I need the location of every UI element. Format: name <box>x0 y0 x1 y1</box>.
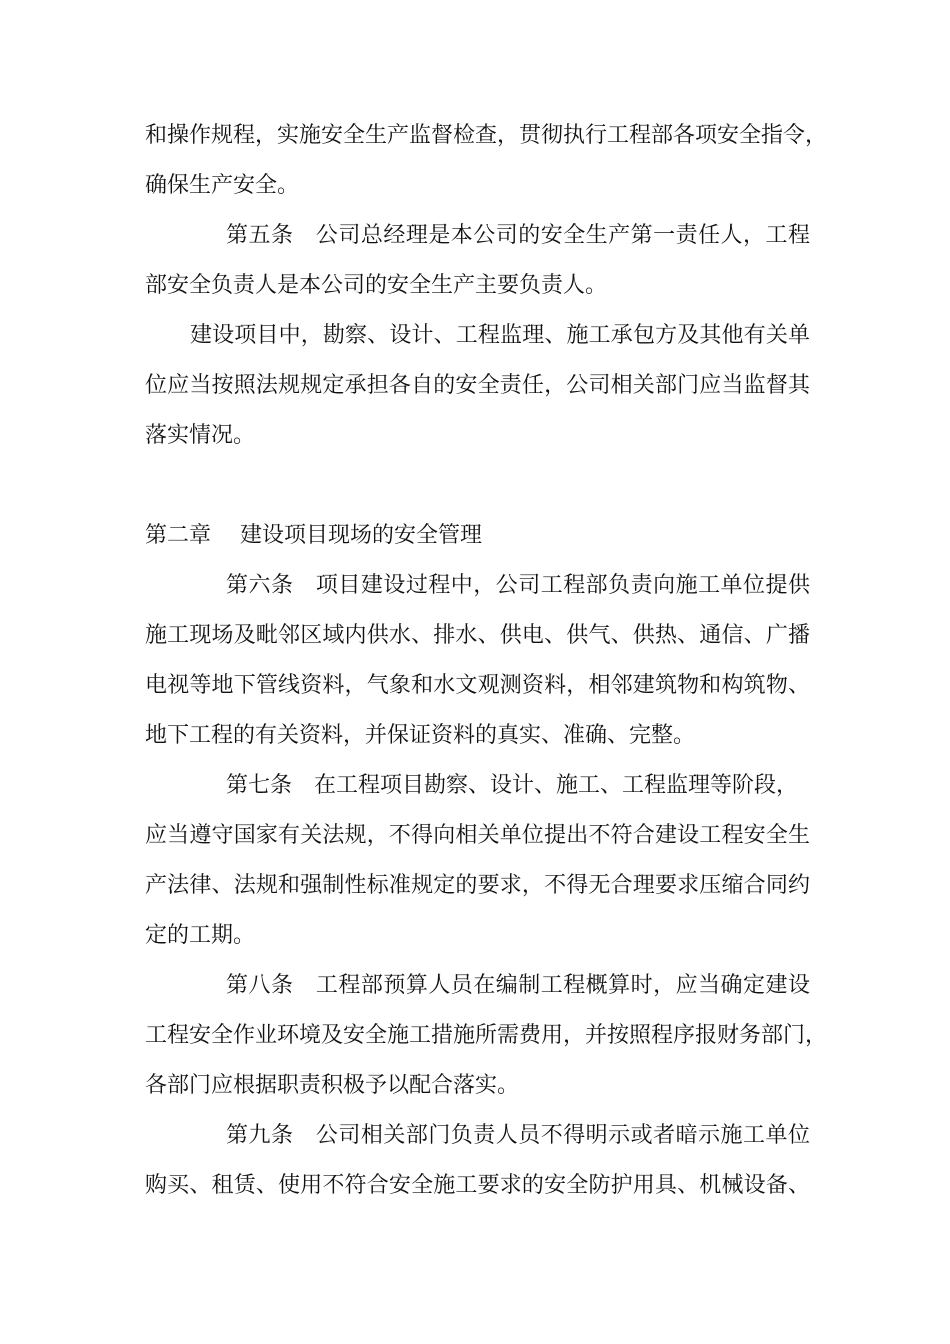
text-line: 确保生产安全。 <box>145 173 300 198</box>
text-line: 产法律、法规和强制性标准规定的要求，不得无合理要求压缩合同约 <box>145 873 810 898</box>
text-line: 工程安全作业环境及安全施工措施所需费用，并按照程序报财务部门， <box>145 1023 828 1048</box>
text-line: 定的工期。 <box>145 923 256 948</box>
article-5-heading-line: 第五条 公司总经理是本公司的安全生产第一责任人，工程 <box>226 223 810 248</box>
text-line: 部安全负责人是本公司的安全生产主要负责人。 <box>145 273 608 298</box>
text-line: 购买、租赁、使用不符合安全施工要求的安全防护用具、机械设备、 <box>145 1173 810 1198</box>
text-line: 落实情况。 <box>145 423 256 448</box>
text-line: 和操作规程，实施安全生产监督检查，贯彻执行工程部各项安全指令， <box>145 123 828 148</box>
text-line: 应当遵守国家有关法规，不得向相关单位提出不符合建设工程安全生 <box>145 823 810 848</box>
article-7-heading-line: 第七条 在工程项目勘察、设计、施工、工程监理等阶段， <box>226 773 799 798</box>
text-line: 地下工程的有关资料，并保证资料的真实、准确、完整。 <box>145 723 696 748</box>
text-line: 施工现场及毗邻区域内供水、排水、供电、供气、供热、通信、广播 <box>145 623 810 648</box>
chapter-2-heading: 第二章 建设项目现场的安全管理 <box>145 523 482 548</box>
text-line: 各部门应根据职责积极予以配合落实。 <box>145 1073 520 1098</box>
article-8-heading-line: 第八条 工程部预算人员在编制工程概算时，应当确定建设 <box>226 973 810 998</box>
text-line: 电视等地下管线资料，气象和水文观测资料，相邻建筑物和构筑物、 <box>145 673 810 698</box>
text-line: 建设项目中，勘察、设计、工程监理、施工承包方及其他有关单 <box>190 323 810 348</box>
text-line: 位应当按照法规规定承担各自的安全责任，公司相关部门应当监督其 <box>145 373 810 398</box>
article-6-heading-line: 第六条 项目建设过程中，公司工程部负责向施工单位提供 <box>226 573 810 598</box>
article-9-heading-line: 第九条 公司相关部门负责人员不得明示或者暗示施工单位 <box>226 1123 810 1148</box>
